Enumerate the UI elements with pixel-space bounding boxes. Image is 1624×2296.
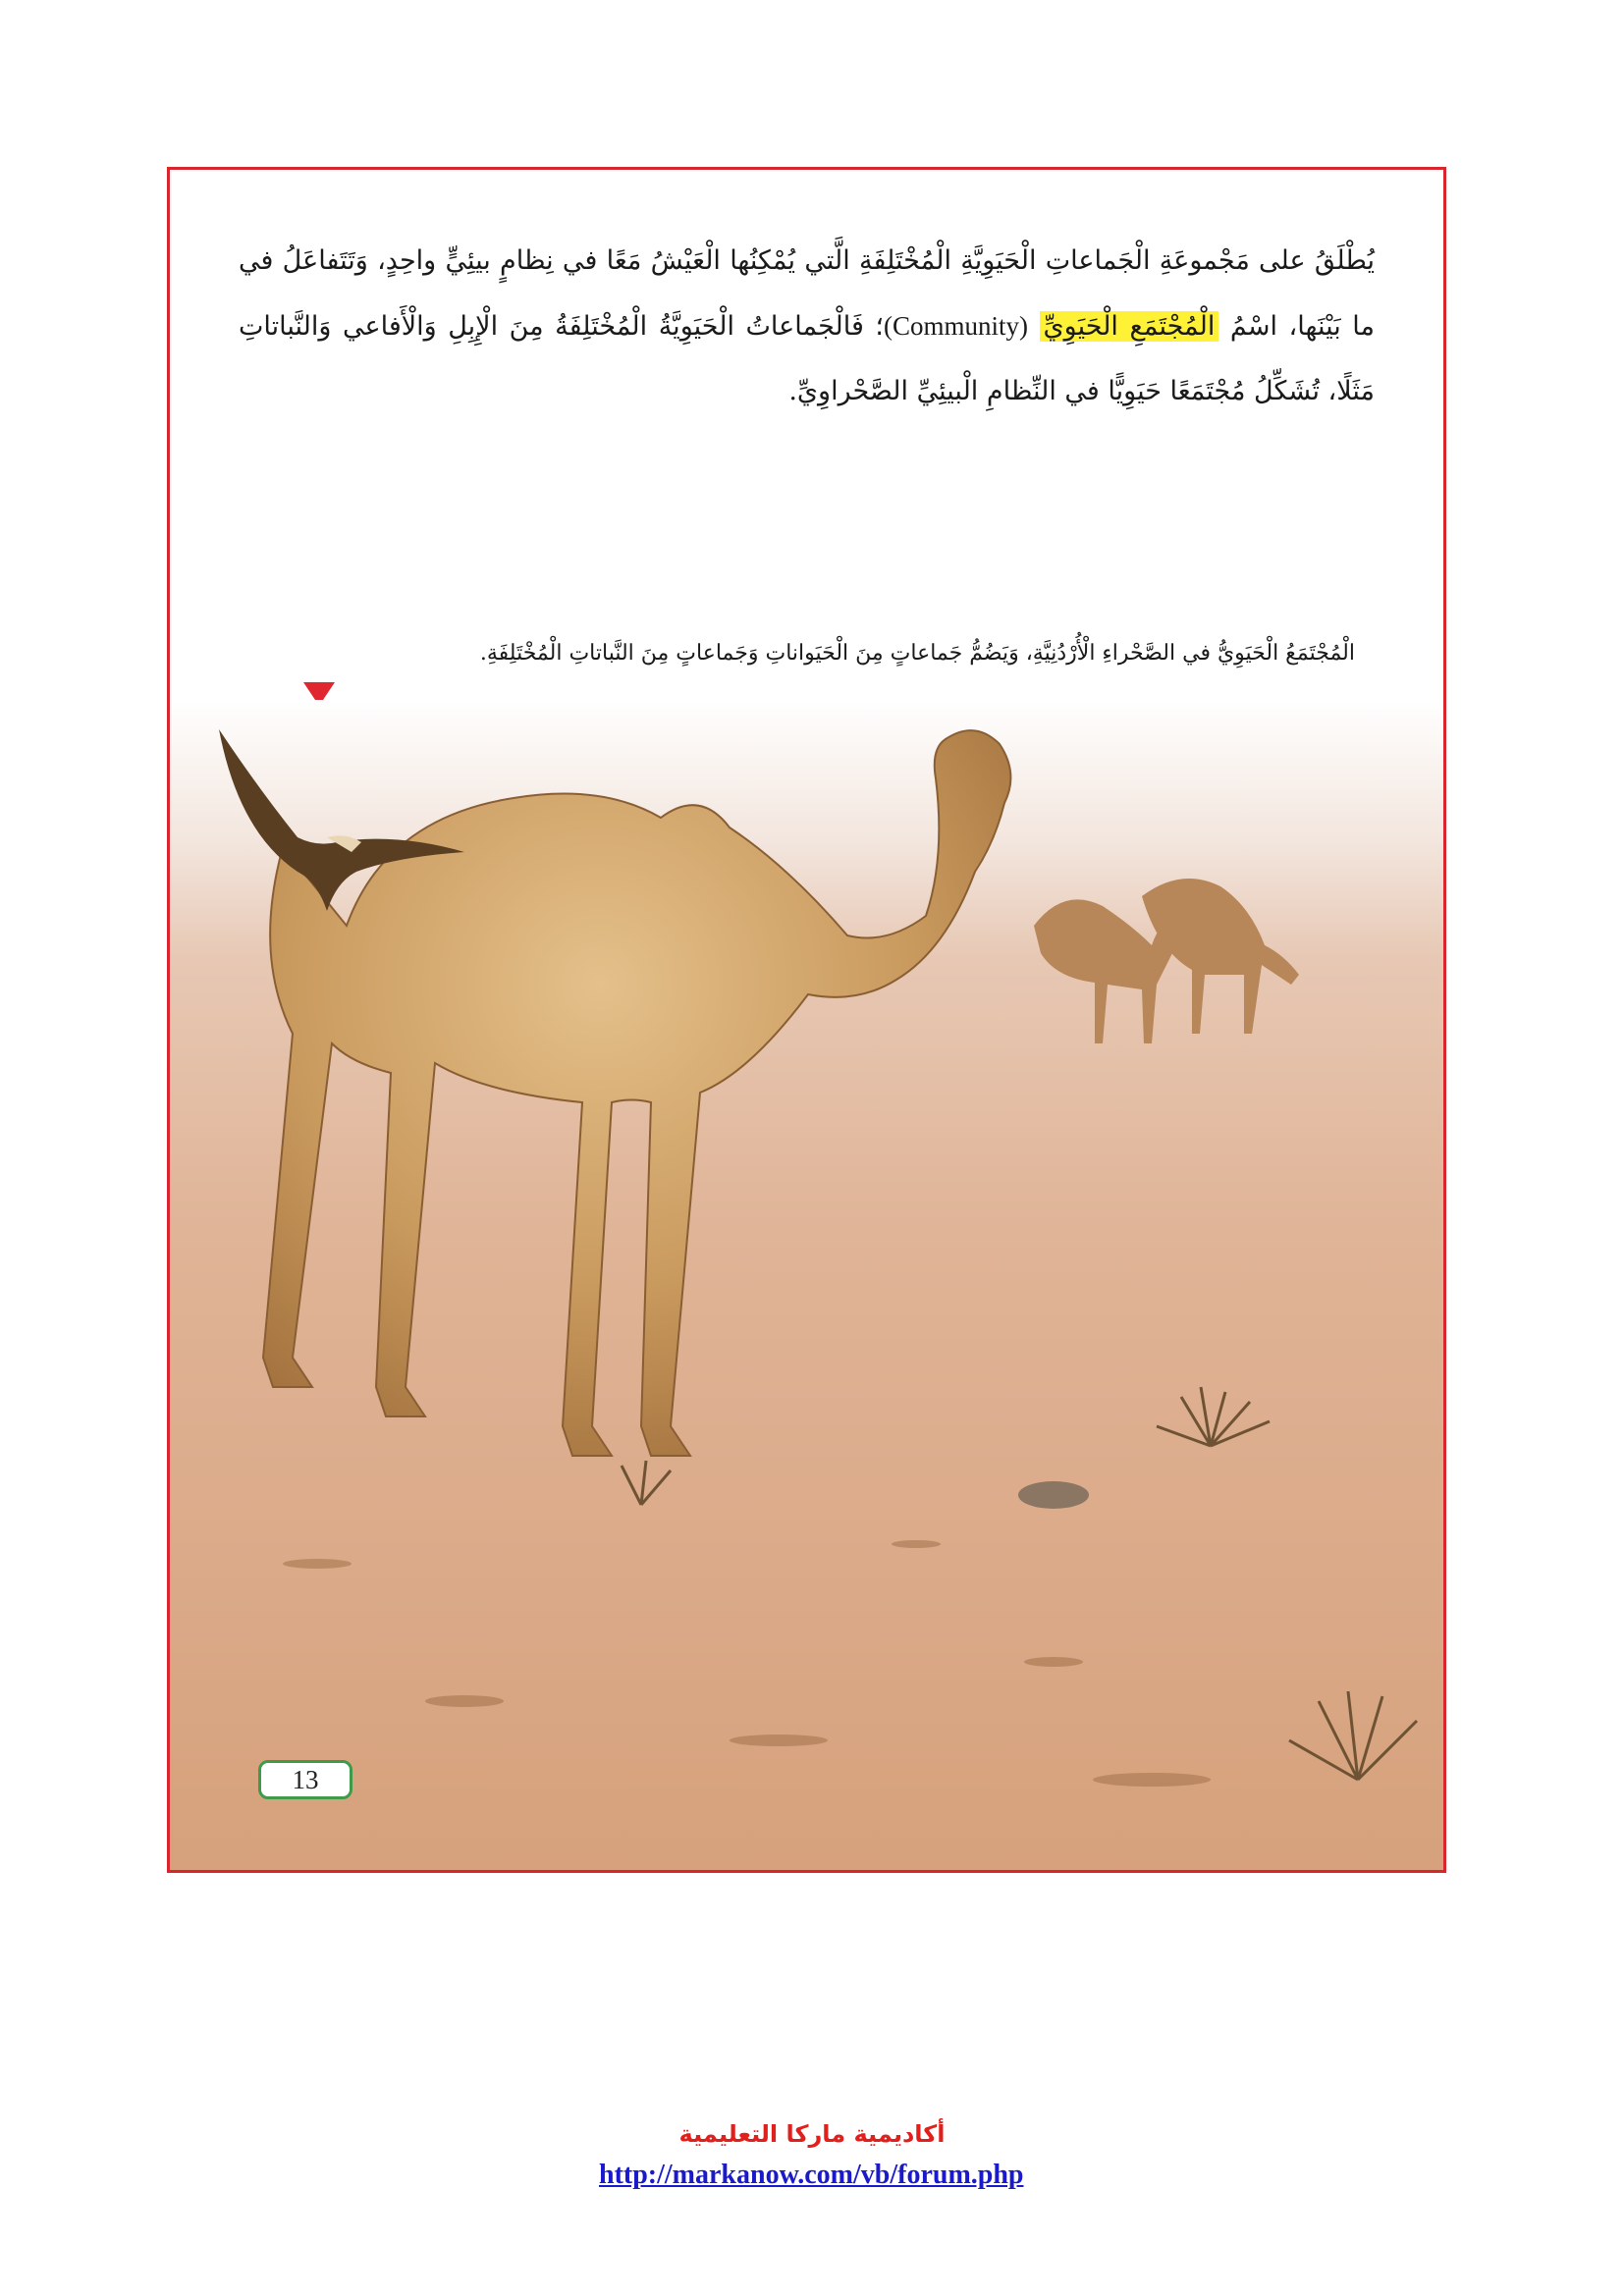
jerboa (1018, 1481, 1089, 1509)
page-number-badge: 13 (258, 1760, 352, 1799)
body-paragraph (239, 229, 1375, 424)
desert-community-photo (170, 700, 1443, 1870)
footer-forum-link[interactable]: http://markanow.com/vb/forum.php (599, 2160, 1024, 2190)
paragraph-part-2: ؛ فَالْجَماعاتُ الْحَيَوِيَّةُ الْمُخْتَلِفَةُ مِنَ الْإِبِلِ وَالْأَفاعي وَالنَّباتاتِ مَثَلًا، تُشَكِّلُ مُجْتَمَعًا حَيَوِيًّا في النِّظامِ الْبيئِيِّ الصَّحْراوِيِّ. (239, 311, 1375, 406)
desert-ground (170, 700, 1443, 1870)
highlighted-term: الْمُجْتَمَعِ الْحَيَوِيِّ (1040, 311, 1219, 342)
page-frame (167, 167, 1446, 1873)
english-term: (Community) (884, 311, 1028, 341)
paragraph-part-1: يُطْلَقُ على مَجْموعَةِ الْجَماعاتِ الْحَيَوِيَّةِ الْمُخْتَلِفَةِ الَّتي يُمْكِنُها الْعَيْشُ مَعًا في نِظامٍ بيئِيٍّ واحِدٍ، وَتَتَفاعَلُ في ما بَيْنَها، اسْمُ (239, 245, 1375, 342)
footer-site-title: أكاديمية ماركا التعليمية (678, 2120, 946, 2148)
photo-caption: الْمُجْتَمَعُ الْحَيَوِيُّ في الصَّحْراءِ الْأُرْدُنِيَّةِ، وَيَضُمُّ جَماعاتٍ مِنَ الْحَيَواناتِ وَجَماعاتٍ مِنَ النَّباتاتِ الْمُخْتَلِفَةِ. (479, 641, 1355, 666)
